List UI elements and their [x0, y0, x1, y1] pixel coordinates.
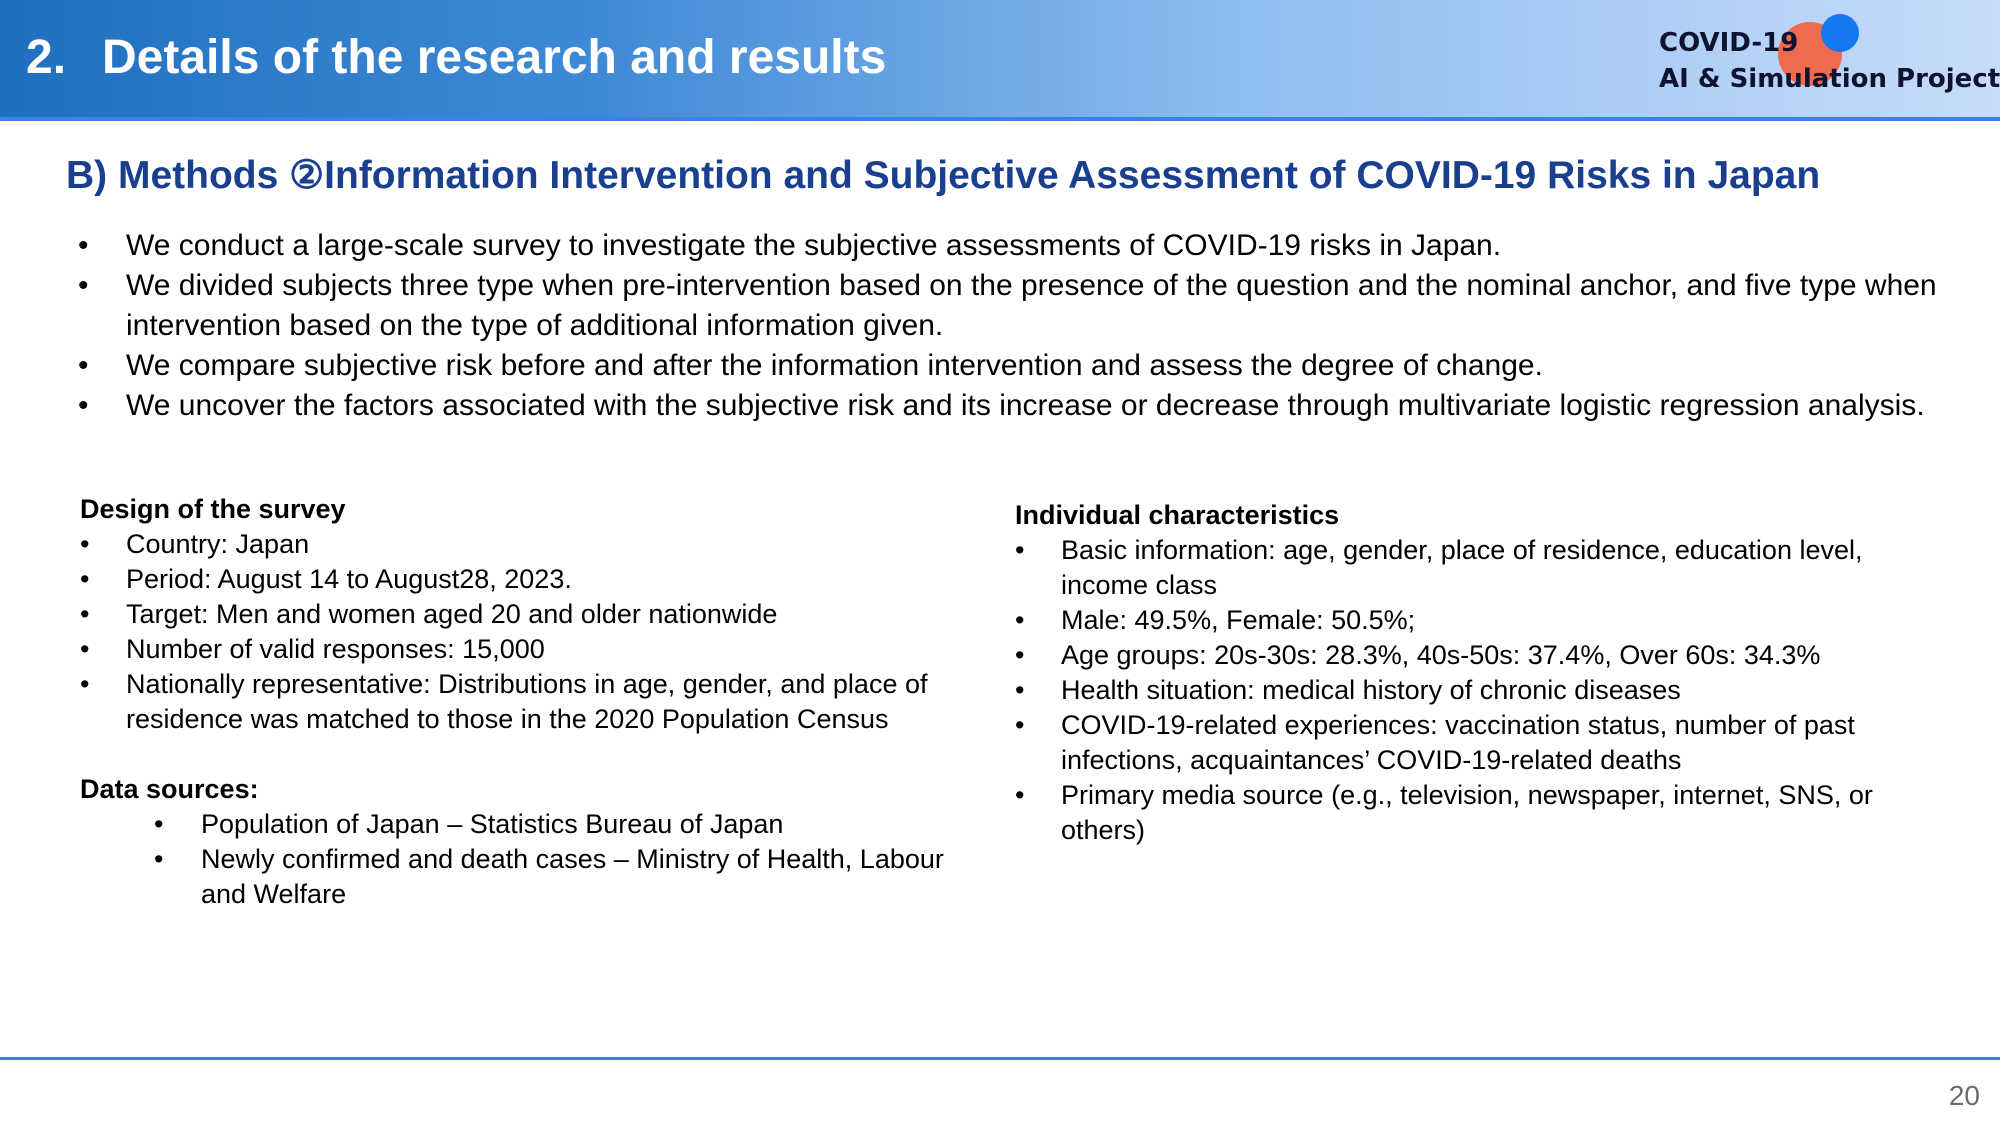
main-bullet: • We compare subjective risk before and after the information intervention and assess the degree of change.	[76, 346, 1956, 386]
logo-line-2: AI & Simulation Project	[1659, 64, 2000, 94]
data-source-item: • Newly confirmed and death cases – Ministry of Health, Labour and Welfare	[80, 842, 980, 912]
header-underline	[0, 117, 2000, 121]
individual-item: • COVID-19-related experiences: vaccination status, number of past infections, acquaintances’ COVID-19-related deaths	[1015, 708, 1955, 778]
design-heading: Design of the survey	[80, 494, 346, 524]
main-bullet: • We uncover the factors associated with the subjective risk and its increase or decrease through multivariate logistic regression analysis.	[76, 386, 1956, 426]
footer-line	[0, 1057, 2000, 1060]
logo-line-1: COVID-19	[1659, 28, 1799, 58]
main-bullet: • We divided subjects three type when pre-intervention based on the presence of the question and the nominal anchor, and five type when intervention based on the type of additional information given.	[76, 266, 1956, 346]
slide-title	[26, 30, 886, 85]
left-column	[80, 492, 980, 912]
data-source-item: • Population of Japan – Statistics Bureau of Japan	[80, 807, 980, 842]
page-number: 20	[1948, 1080, 1980, 1111]
individual-item: • Male: 49.5%, Female: 50.5%;	[1015, 603, 1955, 638]
design-item: • Period: August 14 to August28, 2023.	[80, 562, 980, 597]
individual-item: • Basic information: age, gender, place of residence, education level, income class	[1015, 533, 1955, 603]
main-bullet: • We conduct a large-scale survey to investigate the subjective assessments of COVID-19 risks in Japan.	[76, 226, 1956, 266]
main-bullet-list	[76, 226, 1956, 426]
individual-item: • Primary media source (e.g., television, newspaper, internet, SNS, or others)	[1015, 778, 1955, 848]
design-item: • Nationally representative: Distributions in age, gender, and place of residence was matched to those in the 2020 Population Census	[80, 667, 980, 737]
right-column	[1015, 498, 1955, 848]
data-sources-heading: Data sources:	[80, 774, 259, 804]
individual-list	[1015, 533, 1955, 848]
data-sources-list	[80, 807, 980, 912]
section-title: B) Methods ②Information Intervention and Subjective Assessment of COVID-19 Risks in Japan	[66, 154, 1821, 197]
individual-item: • Health situation: medical history of chronic diseases	[1015, 673, 1955, 708]
project-logo	[1655, 10, 2000, 105]
design-item: • Number of valid responses: 15,000	[80, 632, 980, 667]
individual-item: • Age groups: 20s-30s: 28.3%, 40s-50s: 37.4%, Over 60s: 34.3%	[1015, 638, 1955, 673]
logo-blue-circle	[1821, 14, 1859, 52]
design-item: • Country: Japan	[80, 527, 980, 562]
slide-title-number: 2.	[26, 31, 67, 84]
slide-title-text: Details of the research and results	[102, 31, 887, 84]
design-item: • Target: Men and women aged 20 and older nationwide	[80, 597, 980, 632]
individual-heading: Individual characteristics	[1015, 500, 1340, 530]
design-list	[80, 527, 980, 737]
